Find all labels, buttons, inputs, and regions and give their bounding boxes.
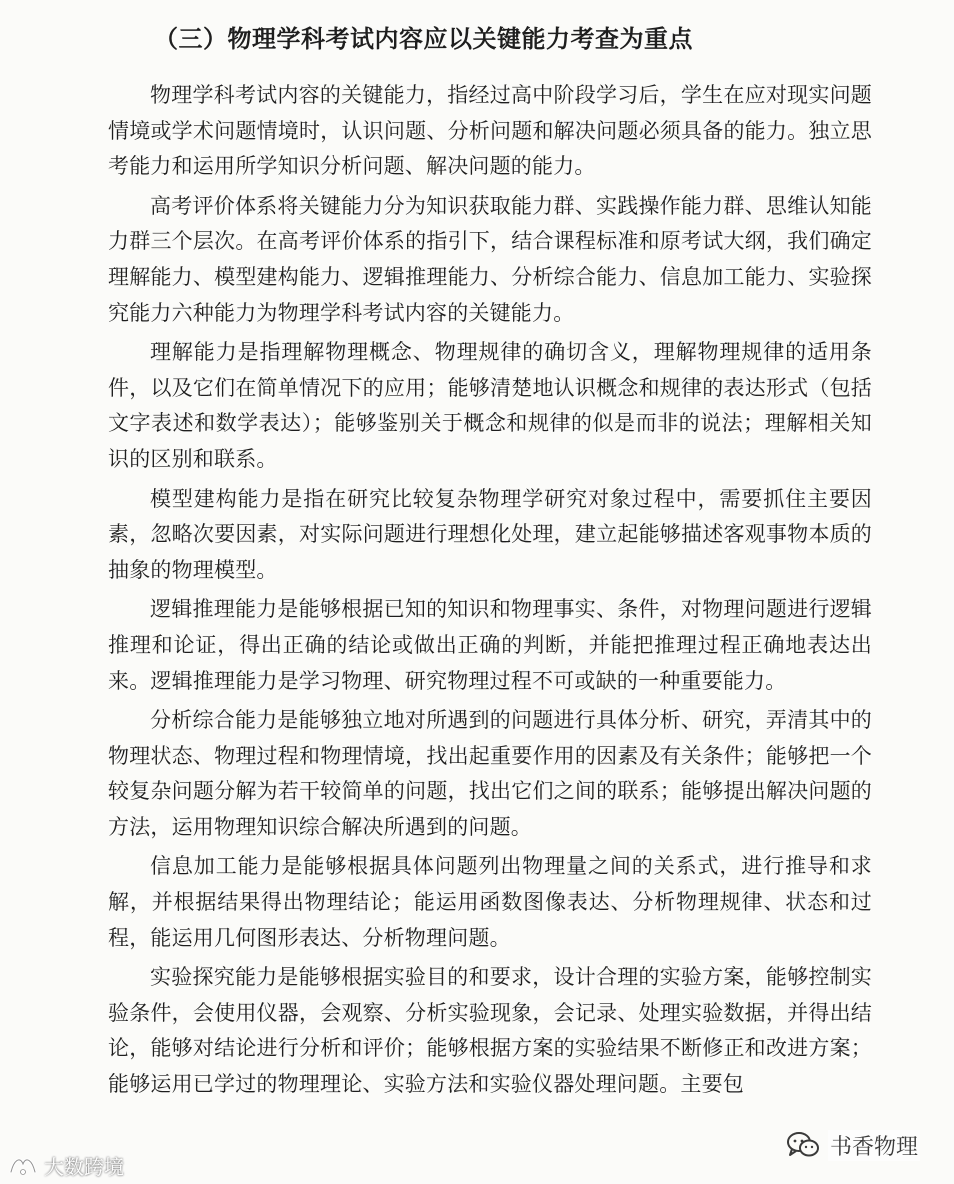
wechat-icon xyxy=(786,1130,820,1160)
paragraph-experiment: 实验探究能力是能够根据实验目的和要求，设计合理的实验方案，能够控制实验条件，会使用仪器，会观察、分析实验现象，会记录、处理实验数据，并得出结论，能够对结论进行分析和评价；能够根据方案的实验结果不断修正和改进方案；能够运用已学过的物理理论、实验方法和实验仪器处理问题。主要包 xyxy=(108,965,872,1097)
paragraph-reasoning: 逻辑推理能力是能够根据已知的知识和物理事实、条件，对物理问题进行逻辑推理和论证，得出正确的结论或做出正确的判断，并能把推理过程正确地表达出来。逻辑推理能力是学习物理、研究物理过程不可或缺的一种重要能力。 xyxy=(108,597,872,693)
watermark-right xyxy=(786,1125,920,1165)
document-body xyxy=(108,78,872,1103)
dashu-logo-icon xyxy=(8,1152,38,1178)
section-heading: （三）物理学科考试内容应以关键能力考查为重点 xyxy=(154,24,693,53)
paragraph-intro: 物理学科考试内容的关键能力，指经过高中阶段学习后，学生在应对现实问题情境或学术问题情境时，认识问题、分析问题和解决问题必须具备的能力。独立思考能力和运用所学知识分析问题、解决问题的能力。 xyxy=(108,83,872,179)
paragraph-understanding: 理解能力是指理解物理概念、物理规律的确切含义，理解物理规律的适用条件，以及它们在简单情况下的应用；能够清楚地认识概念和规律的表达形式（包括文字表述和数学表达）；能够鉴别关于概念和规律的似是而非的说法；理解相关知识的区别和联系。 xyxy=(108,340,872,471)
paragraph-information: 信息加工能力是能够根据具体问题列出物理量之间的关系式，进行推导和求解，并根据结果得出物理结论；能运用函数图像表达、分析物理规律、状态和过程，能运用几何图形表达、分析物理问题。 xyxy=(108,854,872,950)
watermark-right-text: 书香物理 xyxy=(828,1130,920,1161)
paragraph-analysis: 分析综合能力是能够独立地对所遇到的问题进行具体分析、研究，弄清其中的物理状态、物理过程和物理情境，找出起重要作用的因素及有关条件；能够把一个较复杂问题分解为若干较简单的问题，找出它们之间的联系；能够提出解决问题的方法，运用物理知识综合解决所遇到的问题。 xyxy=(108,708,872,839)
watermark-left xyxy=(8,1150,124,1180)
paragraph-modeling: 模型建构能力是指在研究比较复杂物理学研究对象过程中，需要抓住主要因素，忽略次要因素，对实际问题进行理想化处理，建立起能够描述客观事物本质的抽象的物理模型。 xyxy=(108,486,872,582)
paragraph-evaluation-system: 高考评价体系将关键能力分为知识获取能力群、实践操作能力群、思维认知能力群三个层次。在高考评价体系的指引下，结合课程标准和原考试大纲，我们确定理解能力、模型建构能力、逻辑推理能力、分析综合能力、信息加工能力、实验探究能力六种能力为物理学科考试内容的关键能力。 xyxy=(108,193,872,325)
watermark-left-text: 大数跨境 xyxy=(44,1154,124,1179)
